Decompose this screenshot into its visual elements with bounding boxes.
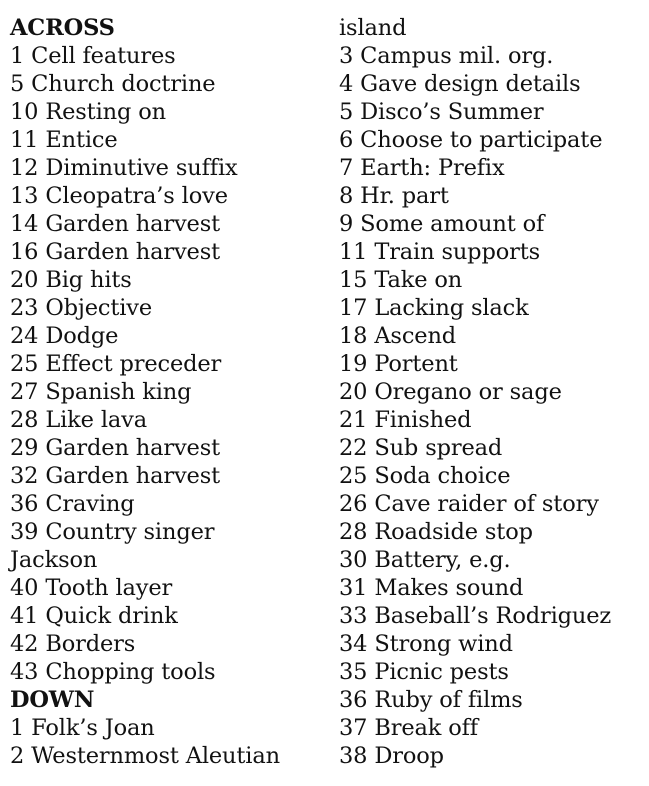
clue-line: 31 Makes sound xyxy=(339,575,524,601)
clue-line: 42 Borders xyxy=(10,631,136,657)
clue-line: 29 Garden harvest xyxy=(10,435,221,461)
clue-line: 28 Roadside stop xyxy=(339,519,533,545)
clue-line: 30 Battery, e.g. xyxy=(339,547,511,573)
clue-line: 13 Cleopatra’s love xyxy=(10,183,228,209)
clue-line: 11 Train supports xyxy=(339,239,540,265)
clue-line: 19 Portent xyxy=(339,351,458,377)
section-heading: DOWN xyxy=(10,687,95,713)
clue-line: 17 Lacking slack xyxy=(339,295,529,321)
clue-line: island xyxy=(339,15,407,41)
clue-line: 10 Resting on xyxy=(10,99,166,125)
clue-line: 21 Finished xyxy=(339,407,472,433)
clue-line: 3 Campus mil. org. xyxy=(339,43,554,69)
clue-line: 15 Take on xyxy=(339,267,463,293)
clue-line: 28 Like lava xyxy=(10,407,147,433)
clue-line: 22 Sub spread xyxy=(339,435,503,461)
clue-line: 12 Diminutive suffix xyxy=(10,155,238,181)
clue-line: 6 Choose to participate xyxy=(339,127,603,153)
clue-line: 5 Church doctrine xyxy=(10,71,216,97)
clue-line: 27 Spanish king xyxy=(10,379,192,405)
clue-line: 32 Garden harvest xyxy=(10,463,221,489)
clue-line: 36 Ruby of films xyxy=(339,687,523,713)
clue-line: 39 Country singer xyxy=(10,519,215,545)
clue-line: 41 Quick drink xyxy=(10,603,178,629)
clue-column-left xyxy=(10,14,330,770)
clue-line: 34 Strong wind xyxy=(339,631,513,657)
clue-line: 14 Garden harvest xyxy=(10,211,221,237)
clue-line: 36 Craving xyxy=(10,491,135,517)
clue-line: 11 Entice xyxy=(10,127,118,153)
clue-line: 35 Picnic pests xyxy=(339,659,509,685)
clue-line: 25 Effect preceder xyxy=(10,351,222,377)
clue-line: 40 Tooth layer xyxy=(10,575,173,601)
clue-line: 25 Soda choice xyxy=(339,463,511,489)
clue-line: Jackson xyxy=(10,547,98,573)
clue-column-right xyxy=(339,14,644,770)
clue-line: 38 Droop xyxy=(339,743,444,769)
clue-line: 2 Westernmost Aleutian xyxy=(10,743,280,769)
clue-line: 37 Break off xyxy=(339,715,478,741)
clue-line: 18 Ascend xyxy=(339,323,457,349)
clue-line: 26 Cave raider of story xyxy=(339,491,599,517)
clue-line: 16 Garden harvest xyxy=(10,239,221,265)
clue-line: 5 Disco’s Summer xyxy=(339,99,544,125)
clue-line: 1 Cell features xyxy=(10,43,176,69)
clue-line: 4 Gave design details xyxy=(339,71,581,97)
clue-line: 7 Earth: Prefix xyxy=(339,155,505,181)
clue-line: 9 Some amount of xyxy=(339,211,545,237)
clue-line: 23 Objective xyxy=(10,295,152,321)
clue-line: 33 Baseball’s Rodriguez xyxy=(339,603,612,629)
clue-line: 1 Folk’s Joan xyxy=(10,715,155,741)
clue-line: 24 Dodge xyxy=(10,323,119,349)
clue-line: 8 Hr. part xyxy=(339,183,449,209)
clue-line: 20 Oregano or sage xyxy=(339,379,562,405)
clue-line: 20 Big hits xyxy=(10,267,132,293)
section-heading: ACROSS xyxy=(10,15,115,41)
clue-line: 43 Chopping tools xyxy=(10,659,216,685)
